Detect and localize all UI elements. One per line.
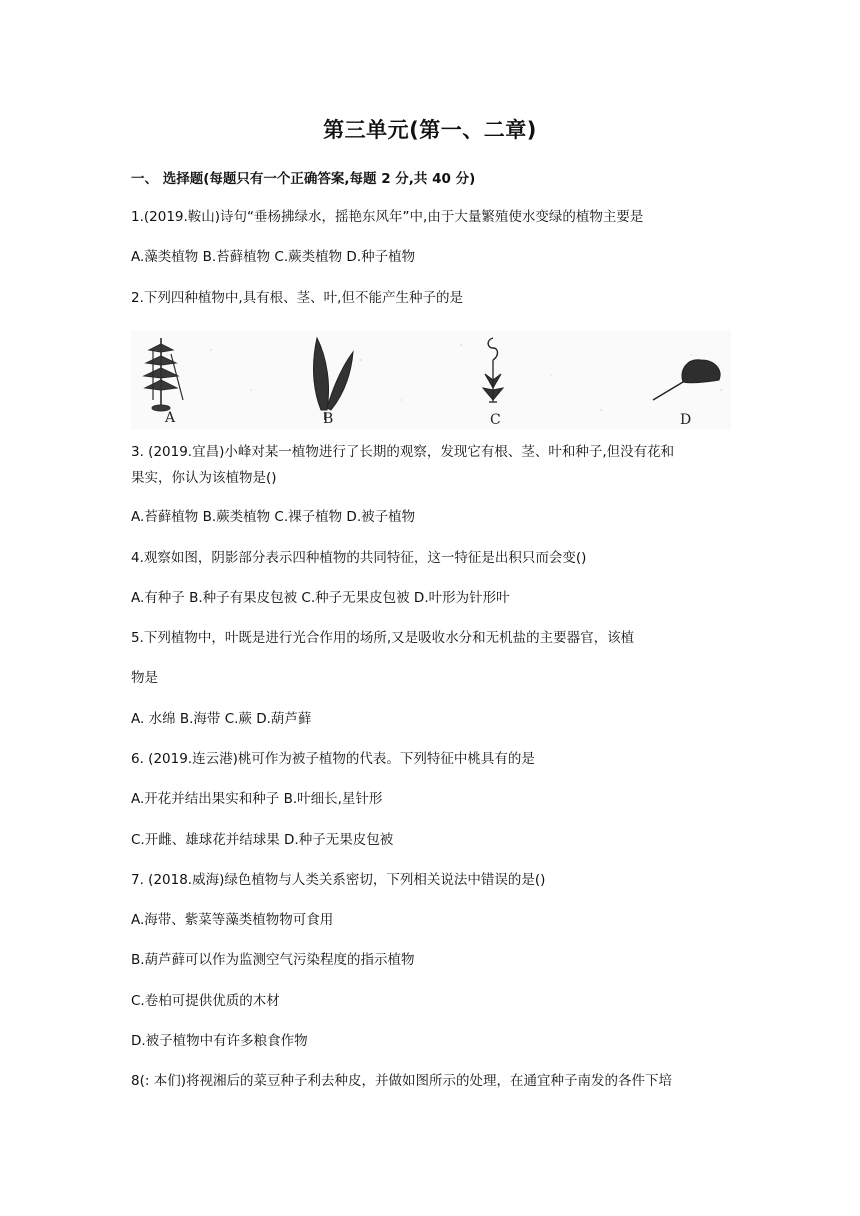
question-7-option-b: B.葫芦藓可以作为监测空气污染程度的指示植物 (131, 952, 415, 968)
question-5-cont: 物是 (131, 670, 158, 686)
question-8: 8(: 本们)将视湘后的菜豆种子利去种皮，并做如图所示的处理，在通宜种子南发的各件下培 (131, 1073, 672, 1089)
figure-label-d: D (680, 412, 692, 428)
figure-label-c: C (490, 412, 501, 428)
section-header: 一、 选择题(每题只有一个正确答案,每题 2 分,共 40 分) (131, 171, 476, 187)
plant-illustration (131, 330, 731, 430)
question-5-options: A. 水绵 B.海带 C.蕨 D.葫芦藓 (131, 711, 312, 727)
question-1-options: A.藻类植物 B.苔藓植物 C.蕨类植物 D.种子植物 (131, 249, 416, 265)
plant-figure (131, 330, 731, 430)
question-4: 4.观察如图，阴影部分表示四种植物的共同特征，这一特征是出积只而会变() (131, 550, 587, 566)
question-5: 5.下列植物中，叶既是进行光合作用的场所,又是吸收水分和无机盐的主要器官，该植 (131, 630, 635, 646)
question-3-cont: 果实，你认为该植物是() (131, 470, 277, 486)
question-3-options: A.苔藓植物 B.蕨类植物 C.裸子植物 D.被子植物 (131, 509, 416, 525)
question-7-option-d: D.被子植物中有许多粮食作物 (131, 1033, 308, 1049)
question-6-options-cd: C.开雌、雄球花并结球果 D.种子无果皮包被 (131, 832, 394, 848)
question-7-option-c: C.卷柏可提供优质的木材 (131, 993, 280, 1009)
question-7: 7. (2018.威海)绿色植物与人类关系密切，下列相关说法中错误的是() (131, 872, 546, 888)
question-6-options-ab: A.开花并结出果实和种子 B.叶细长,星针形 (131, 791, 383, 807)
page-title: 第三单元(第一、二章) (323, 118, 537, 142)
question-3: 3. (2019.宜昌)小峰对某一植物进行了长期的观察，发现它有根、茎、叶和种子,但没有花和 (131, 444, 675, 460)
question-6: 6. (2019.连云港)桃可作为被子植物的代表。下列特征中桃具有的是 (131, 751, 535, 767)
question-4-options: A.有种子 B.种子有果皮包被 C.种子无果皮包被 D.叶形为针形叶 (131, 590, 510, 606)
question-1: 1.(2019.鞍山)诗句“垂杨拂绿水，摇艳东风年”中,由于大量繁殖使水变绿的植物主要是 (131, 209, 644, 225)
figure-label-a: A (165, 410, 176, 426)
question-2: 2.下列四种植物中,具有根、茎、叶,但不能产生种子的是 (131, 290, 463, 306)
figure-label-b: B (323, 411, 334, 427)
question-7-option-a: A.海带、紫菜等藻类植物物可食用 (131, 912, 334, 928)
